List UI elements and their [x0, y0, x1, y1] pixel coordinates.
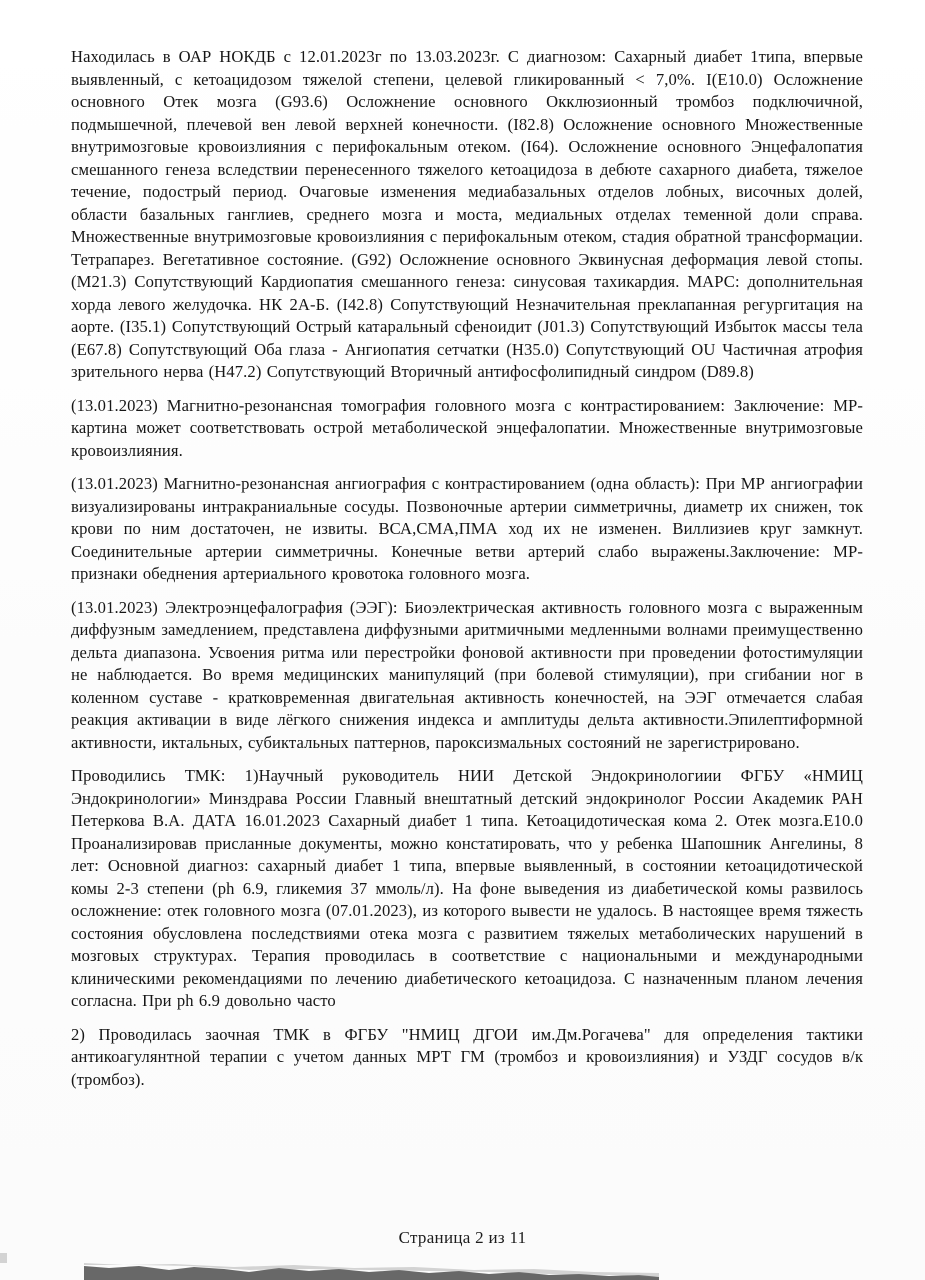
- scan-artifact-left-tick: [0, 1253, 7, 1263]
- paragraph-mr-angiography: (13.01.2023) Магнитно-резонансная ангиография с контрастированием (одна область): При МР ангиографии визуализированы интракраниальные сосуды. Позвоночные артерии симметричны, диаметр их снижен, ток крови по ним достаточен, не извиты. ВСА,СМА,ПМА ход их не изменен. Виллизиев круг замкнут. Соединительные артерии симметричны. Конечные ветви артерий слабо выражены.Заключение: МР-признаки обеднения артериального кровотока головного мозга.: [71, 474, 863, 583]
- paragraph-tmk-2: 2) Проводилась заочная ТМК в ФГБУ "НМИЦ ДГОИ им.Дм.Рогачева" для определения тактики антикоагулянтной терапии с учетом данных МРТ ГМ (тромбоз и кровоизлияния) и УЗДГ сосудов в/к (тромбоз).: [71, 1024, 863, 1089]
- document-text-block: [71, 46, 863, 1102]
- page-number: Страница 2 из 11: [398, 1228, 527, 1247]
- paragraph-tmk-1: Проводились ТМК: 1)Научный руководитель НИИ Детской Эндокринологиии ФГБУ «НМИЦ Эндокринологии» Минздрава России Главный внештатный детский эндокринолог России Академик РАН Петеркова В.А. ДАТА 16.01.2023 Сахарный диабет 1 типа. Кетоацидотическая кома 2. Отек мозга.Е10.0 Проанализировав присланные документы, можно констатировать, что у ребенка Шапошник Ангелины, 8 лет: Основной диагноз: сахарный диабет 1 типа, впервые выявленный, в состоянии кетоацидотической комы 2-3 степени (ph 6.9, гликемия 37 ммоль/л). На фоне выведения из диабетической комы развилось осложнение: отек головного мозга (07.01.2023), из которого вывести не удалось. В настоящее время тяжесть состояния обусловлена последствиями отека мозга с развитием тяжелых метаболических нарушений в мозговых структурах. Терапия проводилась в соответствие с национальными и международными клиническими рекомендациями по лечению диабетического кетоацидоза. С назначенным планом лечения согласна. При ph 6.9 довольно часто: [71, 766, 863, 1010]
- paragraph-eeg: (13.01.2023) Электроэнцефалография (ЭЭГ): Биоэлектрическая активность головного мозга с выраженным диффузным замедлением, представлена диффузными аритмичными медленными волнами преимущественно дельта диапазона. Усвоения ритма или перестройки фоновой активности при проведении фотостимуляции не наблюдается. Во время медицинских манипуляций (при болевой стимуляции), при сгибании ног в коленном суставе - кратковременная двигательная активность конечностей, на ЭЭГ отмечается слабая реакция активации в виде лёгкого снижения индекса и амплитуды дельта активности.Эпилептиформной активности, иктальных, субиктальных паттернов, пароксизмальных состояний не зарегистрировано.: [71, 597, 863, 752]
- paragraph-mri-brain: (13.01.2023) Магнитно-резонансная томография головного мозга с контрастированием: Заключение: МР-картина может соответствовать острой метаболической энцефалопатии. Множественные внутримозговые кровоизлияния.: [71, 395, 863, 460]
- scan-artifact-bottom-strip: [84, 1263, 659, 1280]
- paragraph-diagnosis: Находилась в ОАР НОКДБ с 12.01.2023г по 13.03.2023г. С диагнозом: Сахарный диабет 1типа, впервые выявленный, с кетоацидозом тяжелой степени, целевой гликированный < 7,0%. I(E10.0) Осложнение основного Отек мозга (G93.6) Осложнение основного Окклюзионный тромбоз подключичной, подмышечной, плечевой вен левой верхней конечности. (I82.8) Осложнение основного Множественные внутримозговые кровоизлияния с перифокальным отеком. (I64). Осложнение основного Энцефалопатия смешанного генеза вследствии перенесенного тяжелого кетоацидоза в дебюте сахарного диабета, тяжелое течение, подострый период. Очаговые изменения медиабазальных отделов лобных, височных долей, области базальных ганглиев, среднего мозга и моста, медиальных отделах теменной доли справа. Множественные внутримозговые кровоизлияния с перифокальным отеком, стадия обратной трансформации. Тетрапарез. Вегетативное состояние. (G92) Осложнение основного Эквинусная деформация левой стопы. (М21.3) Сопутствующий Кардиопатия смешанного генеза: синусовая тахикардия. МАРС: дополнительная хорда левого желудочка. НК 2А-Б. (I42.8) Сопутствующий Незначительная преклапанная регургитация на аорте. (I35.1) Сопутствующий Острый катаральный сфеноидит (J01.3) Сопутствующий Избыток массы тела (Е67.8) Сопутствующий Оба глаза - Ангиопатия сетчатки (Н35.0) Сопутствующий OU Частичная атрофия зрительного нерва (Н47.2) Сопутствующий Вторичный антифосфолипидный синдром (D89.8): [71, 47, 863, 381]
